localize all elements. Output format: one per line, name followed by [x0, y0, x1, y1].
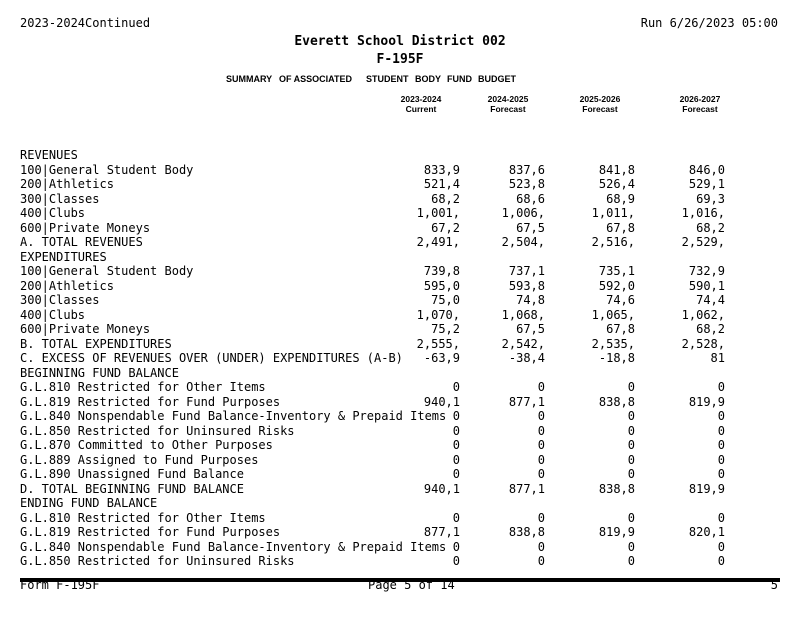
row-value: 0 — [627, 409, 635, 423]
row-value: 75,0 — [431, 293, 460, 307]
row-value: 67,5 — [516, 322, 545, 336]
row-value: 1,016, — [681, 206, 725, 220]
column-type: Forecast — [682, 104, 718, 114]
row-value: 838,8 — [508, 525, 545, 539]
row-value: 1,070, — [416, 307, 460, 322]
row-value: 68,2 — [696, 220, 725, 235]
row-value: 1,006, — [501, 206, 545, 220]
row-value: 74,4 — [696, 293, 725, 307]
column-type: Current — [405, 104, 437, 114]
row-value: 0 — [627, 510, 635, 525]
row-value: 819,9 — [688, 394, 725, 409]
table-row — [20, 409, 780, 424]
row-label: G.L.840 Nonspendable Fund Balance-Inventory & Prepaid Items — [20, 539, 447, 554]
row-value: 1,068, — [501, 307, 545, 322]
row-value: 0 — [537, 452, 545, 467]
row-value: 0 — [717, 409, 725, 423]
row-value: 877,1 — [508, 394, 545, 409]
row-value: 67,8 — [606, 322, 635, 336]
column-header-2026-2027 — [655, 94, 745, 114]
row-value: 0 — [537, 467, 545, 481]
table-row — [20, 424, 780, 439]
row-value: 0 — [452, 438, 460, 452]
row-value: 2,504, — [501, 235, 545, 249]
row-value: 2,542, — [501, 336, 545, 351]
row-label: 200|Athletics — [20, 278, 114, 293]
row-label: G.L.890 Unassigned Fund Balance — [20, 467, 244, 481]
row-value: 877,1 — [508, 481, 545, 496]
row-value: 846,0 — [688, 162, 725, 177]
row-value: -38,4 — [508, 351, 545, 365]
column-type: Forecast — [490, 104, 526, 114]
row-value: 67,5 — [516, 220, 545, 235]
row-value: 940,1 — [423, 481, 460, 496]
row-value: 68,6 — [516, 191, 545, 206]
table-row — [20, 554, 780, 569]
row-value: 940,1 — [423, 394, 460, 409]
row-value: 595,0 — [423, 278, 460, 293]
table-row — [20, 366, 780, 381]
column-header-2023-2024 — [376, 94, 466, 114]
row-label: G.L.850 Restricted for Uninsured Risks — [20, 423, 295, 438]
row-value: 833,9 — [423, 162, 460, 177]
table-row — [20, 467, 780, 482]
row-label: REVENUES — [20, 148, 78, 162]
row-value: 838,8 — [598, 394, 635, 409]
district-title: Everett School District 002 — [294, 34, 506, 49]
row-label: B. TOTAL EXPENDITURES — [20, 336, 172, 351]
row-value: 0 — [452, 380, 460, 394]
row-value: 69,3 — [696, 191, 725, 206]
row-value: 1,001, — [416, 206, 460, 220]
row-label: 600|Private Moneys — [20, 220, 151, 235]
row-label: 400|Clubs — [20, 307, 86, 322]
row-label: G.L.810 Restricted for Other Items — [20, 510, 266, 525]
row-value: 0 — [452, 510, 460, 525]
row-value: 0 — [627, 438, 635, 452]
table-row — [20, 250, 780, 265]
row-value: 0 — [537, 438, 545, 452]
row-value: 1,065, — [591, 307, 635, 322]
table-row — [20, 177, 780, 192]
row-value: 0 — [627, 554, 635, 568]
table-row — [20, 496, 780, 511]
table-row — [20, 163, 780, 178]
subtitle-word: STUDENT — [366, 74, 409, 84]
row-value: 0 — [452, 409, 460, 423]
row-label: G.L.889 Assigned to Fund Purposes — [20, 452, 259, 467]
subtitle-word: BUDGET — [478, 74, 516, 84]
row-value: 877,1 — [423, 525, 460, 539]
table-row — [20, 511, 780, 526]
row-value: 593,8 — [508, 278, 545, 293]
row-value: 837,6 — [508, 162, 545, 177]
row-value: 0 — [717, 539, 725, 554]
footer-page-number: Page 5 of 14 — [368, 578, 455, 592]
table-row — [20, 221, 780, 236]
row-value: 0 — [537, 510, 545, 525]
form-title: F-195F — [376, 52, 424, 67]
row-label: 300|Classes — [20, 191, 100, 206]
row-label: 100|General Student Body — [20, 264, 194, 278]
table-row — [20, 395, 780, 410]
row-value: 0 — [537, 539, 545, 554]
row-value: 67,2 — [431, 220, 460, 235]
table-row — [20, 482, 780, 497]
row-value: 529,1 — [688, 177, 725, 191]
row-value: 0 — [627, 452, 635, 467]
row-value: 526,4 — [598, 177, 635, 191]
row-value: 1,062, — [681, 307, 725, 322]
row-value: 0 — [452, 554, 460, 568]
row-value: 0 — [627, 423, 635, 438]
table-row — [20, 438, 780, 453]
run-date-label: Run 6/26/2023 05:00 — [640, 16, 778, 30]
table-row — [20, 279, 780, 294]
subtitle-word: BODY — [415, 74, 442, 84]
row-value: 737,1 — [508, 264, 545, 278]
column-year: 2026-2027 — [679, 94, 721, 104]
row-label: G.L.850 Restricted for Uninsured Risks — [20, 554, 295, 568]
row-label: 400|Clubs — [20, 206, 86, 220]
row-label: D. TOTAL BEGINNING FUND BALANCE — [20, 481, 244, 496]
row-value: 0 — [717, 467, 725, 481]
row-value: 592,0 — [598, 278, 635, 293]
row-label: G.L.819 Restricted for Fund Purposes — [20, 394, 281, 409]
row-value: 74,6 — [606, 293, 635, 307]
row-value: 0 — [717, 380, 725, 394]
column-year: 2023-2024 — [400, 94, 442, 104]
row-value: 0 — [537, 409, 545, 423]
row-value: 68,9 — [606, 191, 635, 206]
footer-page-index: 5 — [770, 578, 778, 592]
row-value: 523,8 — [508, 177, 545, 191]
row-value: 1,011, — [591, 206, 635, 220]
row-value: 2,529, — [681, 235, 725, 249]
subtitle-word: OF ASSOCIATED — [279, 74, 353, 84]
table-row — [20, 235, 780, 250]
row-value: 0 — [537, 380, 545, 394]
row-value: 732,9 — [688, 264, 725, 278]
column-header-2024-2025 — [463, 94, 553, 114]
row-label: 200|Athletics — [20, 177, 114, 191]
table-row — [20, 540, 780, 555]
row-value: 0 — [717, 510, 725, 525]
table-row — [20, 148, 780, 163]
row-value: 67,8 — [606, 220, 635, 235]
row-value: 68,2 — [696, 322, 725, 336]
row-value: 0 — [452, 467, 460, 481]
table-row — [20, 206, 780, 221]
row-value: 0 — [717, 554, 725, 568]
footer-form-name: Form F-195F — [20, 578, 100, 592]
table-row — [20, 453, 780, 468]
report-continued-label: 2023-2024Continued — [20, 16, 151, 30]
table-row — [20, 308, 780, 323]
row-value: 0 — [717, 438, 725, 452]
table-row — [20, 337, 780, 352]
row-value: 74,8 — [516, 293, 545, 307]
table-row — [20, 380, 780, 395]
row-value: 838,8 — [598, 481, 635, 496]
row-value: 81 — [710, 351, 725, 365]
row-value: 2,491, — [416, 235, 460, 249]
row-label: G.L.810 Restricted for Other Items — [20, 380, 266, 394]
table-row — [20, 525, 780, 540]
row-value: 819,9 — [598, 525, 635, 539]
row-label: BEGINNING FUND BALANCE — [20, 365, 179, 380]
row-value: 0 — [627, 539, 635, 554]
row-value: 75,2 — [431, 322, 460, 336]
row-value: 2,528, — [681, 336, 725, 351]
row-label: A. TOTAL REVENUES — [20, 235, 143, 249]
column-type: Forecast — [582, 104, 618, 114]
row-label: G.L.840 Nonspendable Fund Balance-Inventory & Prepaid Items — [20, 409, 447, 423]
row-value: 590,1 — [688, 278, 725, 293]
table-row — [20, 192, 780, 207]
row-value: -18,8 — [598, 351, 635, 365]
row-value: 0 — [537, 554, 545, 568]
table-row — [20, 293, 780, 308]
row-value: 521,4 — [423, 177, 460, 191]
row-value: 0 — [717, 423, 725, 438]
row-value: 0 — [627, 380, 635, 394]
row-label: ENDING FUND BALANCE — [20, 496, 158, 510]
row-label: 600|Private Moneys — [20, 322, 151, 336]
row-value: 841,8 — [598, 162, 635, 177]
row-value: 820,1 — [688, 525, 725, 539]
row-value: 0 — [452, 452, 460, 467]
budget-table — [20, 148, 780, 569]
table-row — [20, 322, 780, 337]
row-value: 0 — [537, 423, 545, 438]
subtitle-word: SUMMARY — [226, 74, 273, 84]
row-value: 0 — [452, 423, 460, 438]
row-value: 735,1 — [598, 264, 635, 278]
row-label: EXPENDITURES — [20, 249, 107, 264]
row-value: 0 — [717, 452, 725, 467]
row-label: 100|General Student Body — [20, 162, 194, 177]
row-value: -63,9 — [423, 351, 460, 365]
subtitle-word: FUND — [447, 74, 472, 84]
row-value: 68,2 — [431, 191, 460, 206]
row-value: 0 — [627, 467, 635, 481]
row-label: G.L.819 Restricted for Fund Purposes — [20, 525, 281, 539]
column-header-2025-2026 — [555, 94, 645, 114]
column-year: 2025-2026 — [579, 94, 621, 104]
row-label: C. EXCESS OF REVENUES OVER (UNDER) EXPENDITURES (A-B) — [20, 351, 403, 365]
row-value: 0 — [452, 539, 460, 554]
table-row — [20, 264, 780, 279]
column-year: 2024-2025 — [487, 94, 529, 104]
row-label: 300|Classes — [20, 293, 100, 307]
row-value: 2,555, — [416, 336, 460, 351]
row-value: 2,516, — [591, 235, 635, 249]
row-value: 819,9 — [688, 481, 725, 496]
table-row — [20, 351, 780, 366]
row-label: G.L.870 Committed to Other Purposes — [20, 438, 273, 452]
row-value: 2,535, — [591, 336, 635, 351]
row-value: 739,8 — [423, 264, 460, 278]
